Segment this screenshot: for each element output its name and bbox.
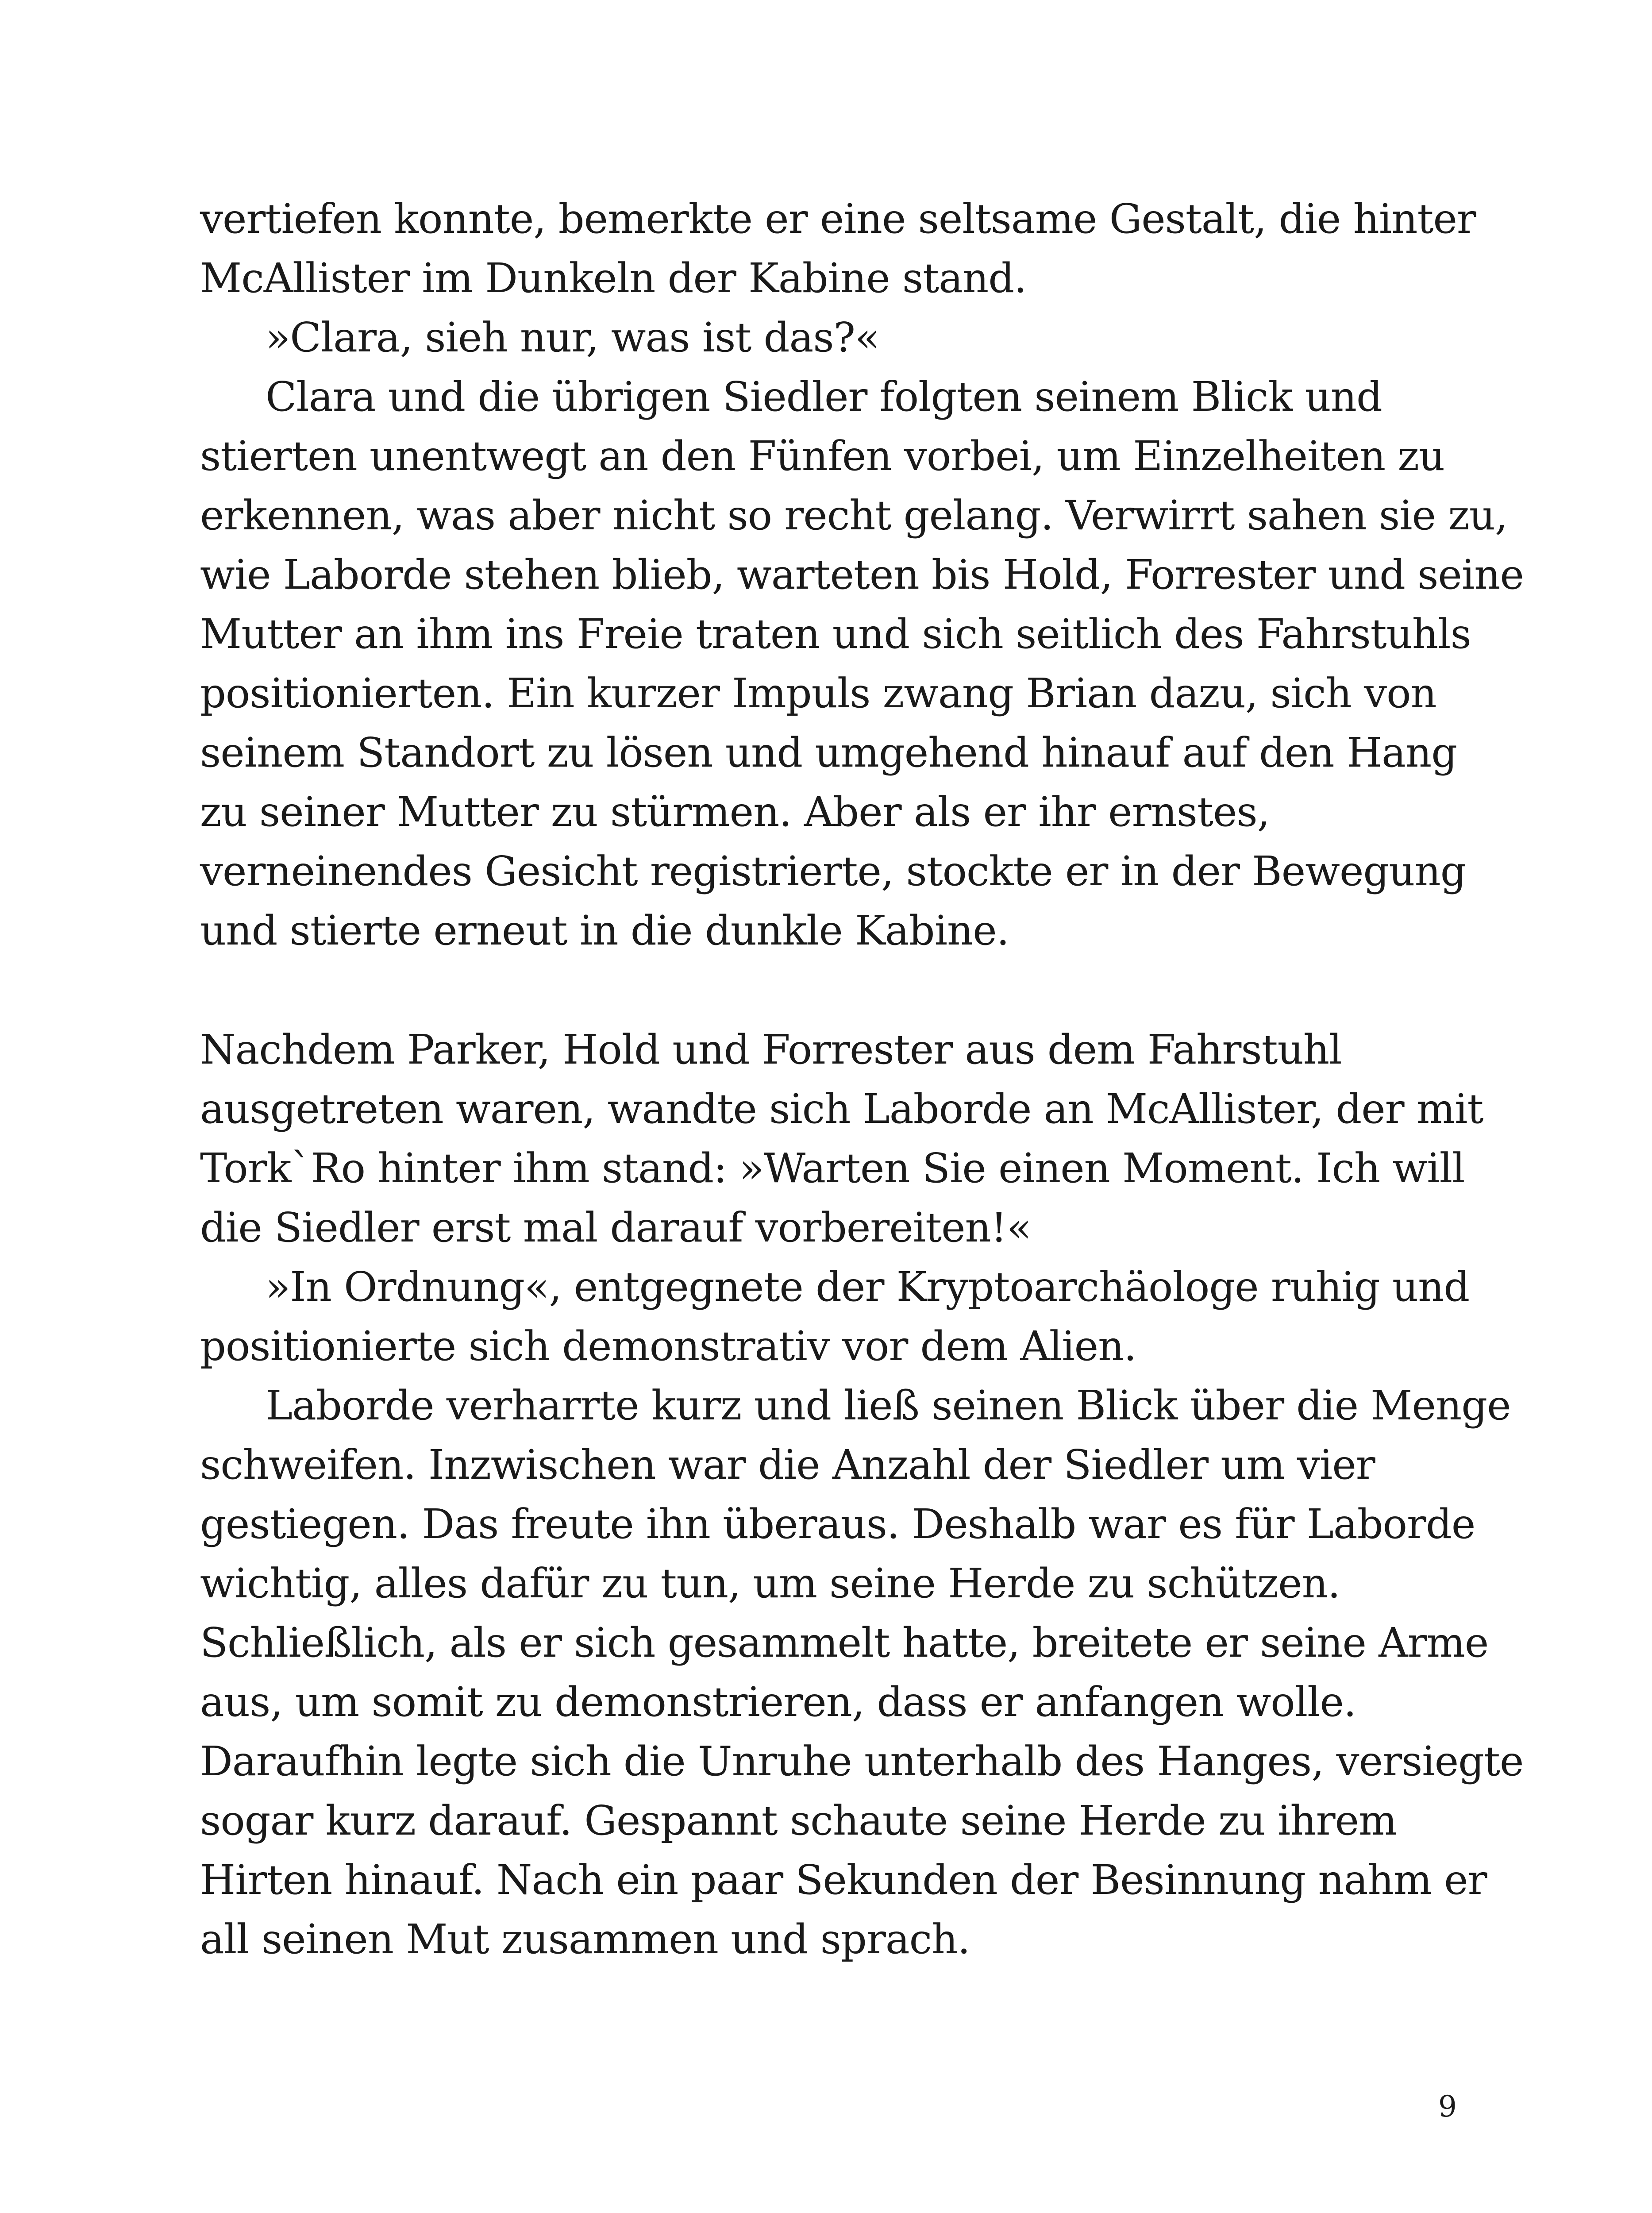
text-line: Nachdem Parker, Hold und Forrester aus dem Fahrstuhl xyxy=(200,1026,1342,1073)
text-line: Schließlich, als er sich gesammelt hatte, breitete er seine Arme xyxy=(200,1619,1489,1666)
text-line: positionierte sich demonstrativ vor dem Alien. xyxy=(200,1322,1136,1370)
text-line: stierten unentwegt an den Fünfen vorbei, um Einzelheiten zu xyxy=(200,432,1445,480)
text-line-indented: Clara und die übrigen Siedler folgten seinem Blick und xyxy=(266,373,1382,420)
text-line: zu seiner Mutter zu stürmen. Aber als er ihr ernstes, xyxy=(200,788,1270,836)
text-line: wie Laborde stehen blieb, warteten bis Hold, Forrester und seine xyxy=(200,551,1524,598)
text-line: McAllister im Dunkeln der Kabine stand. xyxy=(200,254,1027,302)
text-line: all seinen Mut zusammen und sprach. xyxy=(200,1916,970,1963)
text-line-indented: »Clara, sieh nur, was ist das?« xyxy=(266,314,880,361)
text-line: gestiegen. Das freute ihn überaus. Deshalb war es für Laborde xyxy=(200,1500,1475,1548)
text-line-indented: »In Ordnung«, entgegnete der Kryptoarchäologe ruhig und xyxy=(266,1263,1470,1311)
text-line: Hirten hinauf. Nach ein paar Sekunden der Besinnung nahm er xyxy=(200,1856,1487,1904)
text-line: die Siedler erst mal darauf vorbereiten!« xyxy=(200,1204,1032,1251)
text-line: ausgetreten waren, wandte sich Laborde an McAllister, der mit xyxy=(200,1085,1483,1133)
text-line: verneinendes Gesicht registrierte, stockte er in der Bewegung xyxy=(200,848,1466,895)
text-line: Tork`Ro hinter ihm stand: »Warten Sie einen Moment. Ich will xyxy=(200,1145,1465,1192)
text-line-indented: Laborde verharrte kurz und ließ seinen Blick über die Menge xyxy=(266,1382,1511,1429)
text-line: sogar kurz darauf. Gespannt schaute seine Herde zu ihrem xyxy=(200,1797,1397,1844)
text-line: und stierte erneut in die dunkle Kabine. xyxy=(200,907,1009,954)
text-line: schweifen. Inzwischen war die Anzahl der Siedler um vier xyxy=(200,1441,1375,1488)
page-number: 9 xyxy=(1438,2090,1457,2124)
text-line: Mutter an ihm ins Freie traten und sich seitlich des Fahrstuhls xyxy=(200,610,1471,658)
text-line: positionierten. Ein kurzer Impuls zwang Brian dazu, sich von xyxy=(200,670,1436,717)
text-line: Daraufhin legte sich die Unruhe unterhalb des Hanges, versiegte xyxy=(200,1738,1524,1785)
text-line: vertiefen konnte, bemerkte er eine seltsame Gestalt, die hinter xyxy=(200,195,1476,243)
text-line: erkennen, was aber nicht so recht gelang. Verwirrt sahen sie zu, xyxy=(200,492,1508,539)
text-line: wichtig, alles dafür zu tun, um seine Herde zu schützen. xyxy=(200,1560,1340,1607)
text-line: seinem Standort zu lösen und umgehend hinauf auf den Hang xyxy=(200,729,1457,776)
text-line: aus, um somit zu demonstrieren, dass er anfangen wolle. xyxy=(200,1678,1356,1726)
